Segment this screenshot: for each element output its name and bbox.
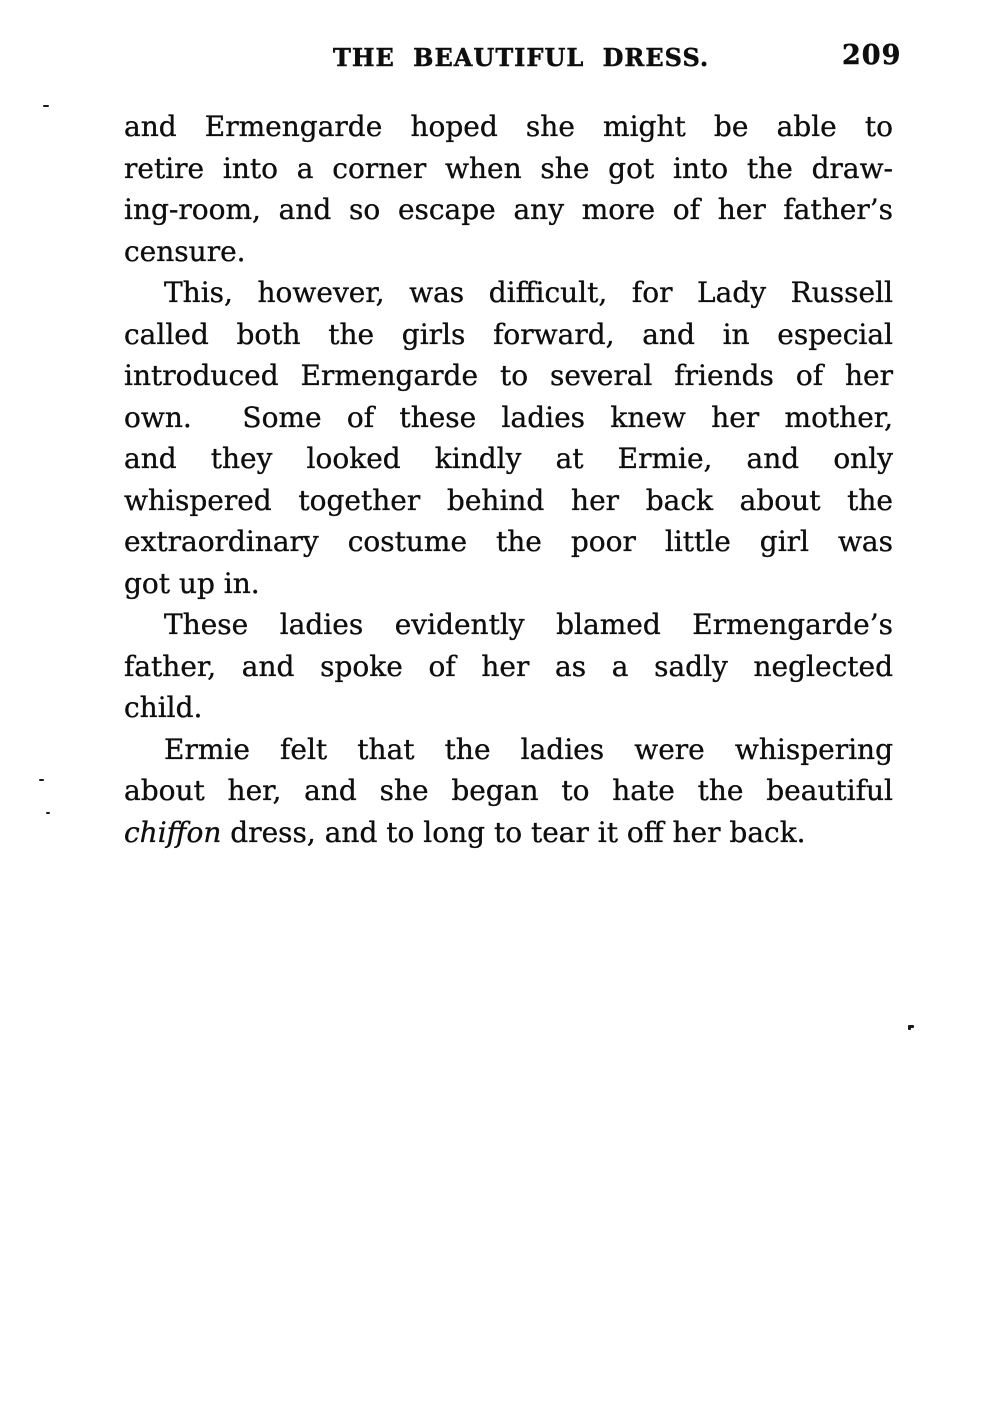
text-line <box>124 812 893 854</box>
text-segment: introduced Ermengarde to several friends of her <box>124 359 893 392</box>
text-line <box>124 189 893 231</box>
page-body <box>124 106 893 853</box>
text-segment: This, however, was difficult, for Lady Russell <box>164 276 893 309</box>
text-segment: called both the girls forward, and in especial <box>124 317 893 351</box>
text-segment: These ladies evidently blamed Ermengarde’s <box>164 608 893 641</box>
paragraph <box>124 106 893 272</box>
text-segment: and they looked kindly at Ermie, and only <box>124 442 893 475</box>
text-segment: child. <box>124 691 203 724</box>
text-segment: extraordinary costume the poor little girl was <box>124 525 893 558</box>
text-line <box>124 106 893 148</box>
text-segment: got up in. <box>124 566 260 600</box>
text-line <box>124 729 893 771</box>
text-line <box>124 604 893 646</box>
paragraph <box>124 729 893 854</box>
text-line <box>124 438 893 480</box>
text-line <box>124 231 893 273</box>
text-segment: about her, and she began to hate the beautiful <box>124 774 893 807</box>
running-head-title: THE BEAUTIFUL DRESS. <box>333 43 710 72</box>
text-line <box>124 646 893 688</box>
page-number: 209 <box>842 40 902 71</box>
text-segment: censure. <box>124 234 246 268</box>
text-segment: and Ermengarde hoped she might be able to <box>124 110 893 143</box>
text-segment: retire into a corner when she got into the draw- <box>124 151 893 185</box>
text-line <box>124 521 893 563</box>
text-line <box>124 355 893 397</box>
text-segment: whispered together behind her back about the <box>124 483 893 517</box>
text-segment: ing-room, and so escape any more of her father’s <box>124 193 893 226</box>
text-segment: father, and spoke of her as a sadly neglected <box>124 649 893 683</box>
text-line <box>124 314 893 356</box>
text-line <box>124 148 893 190</box>
ink-speck <box>39 779 44 781</box>
text-segment: own. Some of these ladies knew her mother, <box>124 400 893 434</box>
paragraph <box>124 272 893 604</box>
text-line <box>124 770 893 812</box>
text-segment: Ermie felt that the ladies were whispering <box>164 732 893 766</box>
text-line <box>124 397 893 439</box>
ink-speck <box>43 105 49 107</box>
text-line <box>124 272 893 314</box>
ink-speck <box>46 812 50 814</box>
text-segment: dress, and to long to tear it off her back. <box>221 815 806 849</box>
paragraph <box>124 604 893 729</box>
italic-text: chiffon <box>124 815 222 849</box>
text-line <box>124 563 893 605</box>
ink-speck <box>908 1027 911 1030</box>
text-line <box>124 687 893 729</box>
text-line <box>124 480 893 522</box>
